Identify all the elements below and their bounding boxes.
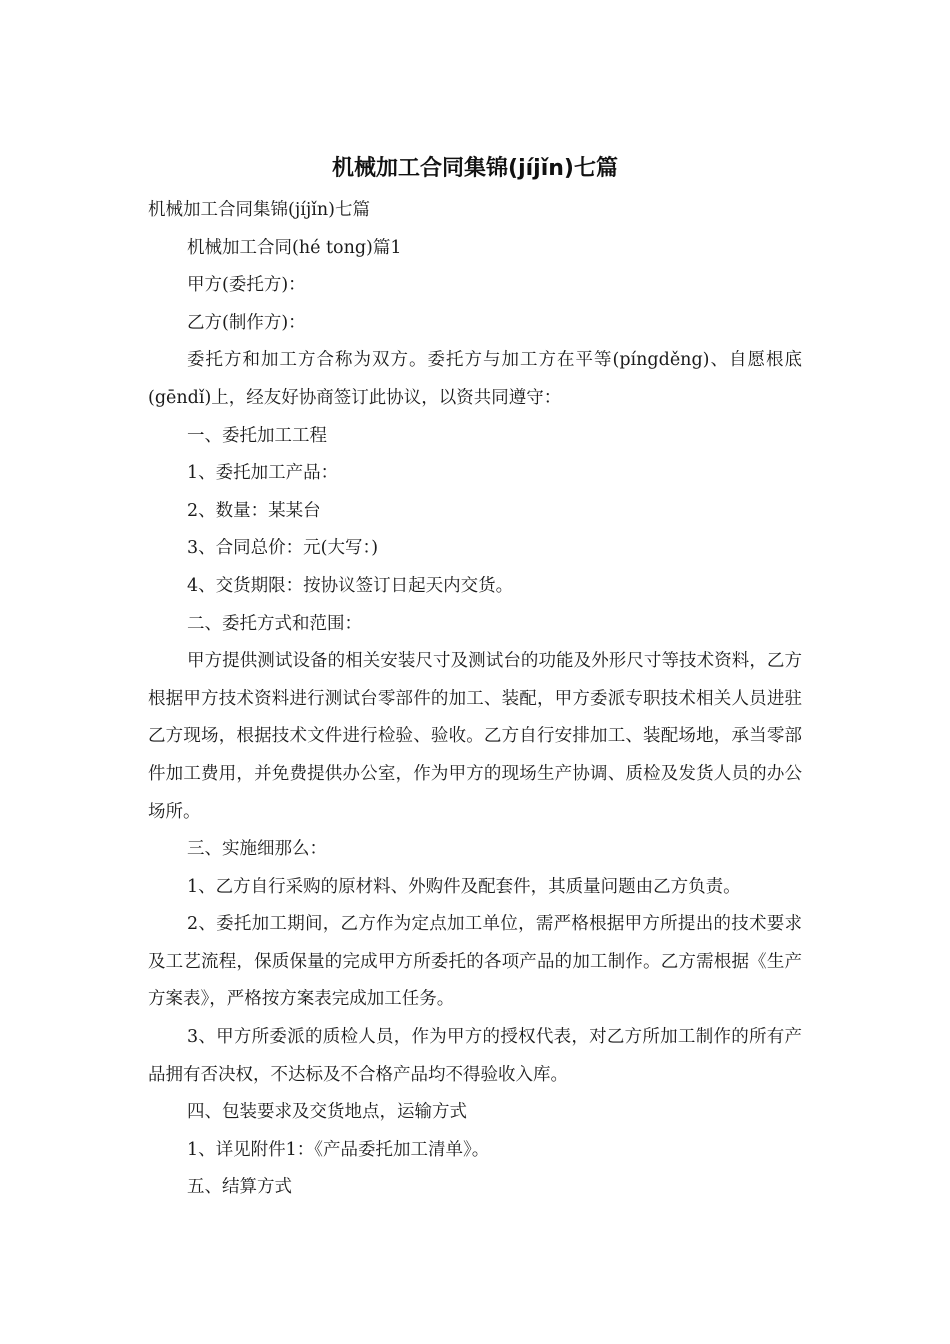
clause-item: 1、乙方自行采购的原材料、外购件及配套件，其质量问题由乙方负责。 [187, 876, 741, 897]
clause-item: 2、数量：某某台 [187, 500, 321, 521]
paragraph-party-a: 甲方(委托方)： [187, 275, 306, 296]
paragraph-preamble: 委托方和加工方合称为双方。委托方与加工方在平等(píngděng)、自愿根底(gēndǐ)上，经友好协商签订此协议，以资共同遵守： [148, 350, 802, 408]
paragraph-party-b: 乙方(制作方)： [187, 312, 306, 333]
clause-item: 1、委托加工产品： [187, 463, 339, 484]
clause-item: 3、合同总价：元(大写：) [187, 538, 379, 559]
paragraph-subtitle: 机械加工合同集锦(jíjǐn)七篇 [148, 200, 370, 220]
clause-item: 1、详见附件1：《产品委托加工清单》。 [187, 1139, 490, 1160]
section-heading-2: 二、委托方式和范围： [187, 613, 362, 634]
clause-item: 4、交货期限：按协议签订日起天内交货。 [187, 575, 514, 596]
paragraph-contract-heading: 机械加工合同(hé tong)篇1 [187, 237, 402, 258]
section-heading-3: 三、实施细那么： [187, 839, 327, 860]
section-heading-5: 五、结算方式 [187, 1177, 292, 1198]
clause-item: 2、委托加工期间，乙方作为定点加工单位，需严格根据甲方所提出的技术要求及工艺流程，保质保量的完成甲方所委托的各项产品的加工制作。乙方需根据《生产方案表》，严格按方案表完成加工任务。 [148, 914, 802, 1010]
document-body [148, 192, 802, 1207]
section-heading-4: 四、包装要求及交货地点，运输方式 [187, 1102, 467, 1123]
section-heading-1: 一、委托加工工程 [187, 425, 327, 446]
document-title: 机械加工合同集锦(jíjǐn)七篇 [332, 156, 618, 181]
paragraph-scope: 甲方提供测试设备的相关安装尺寸及测试台的功能及外形尺寸等技术资料，乙方根据甲方技术资料进行测试台零部件的加工、装配，甲方委派专职技术相关人员进驻乙方现场，根据技术文件进行检验、验收。乙方自行安排加工、装配场地，承当零部件加工费用，并免费提供办公室，作为甲方的现场生产协调、质检及发货人员的办公场所。 [148, 651, 802, 822]
clause-item: 3、甲方所委派的质检人员，作为甲方的授权代表，对乙方所加工制作的所有产品拥有否决权，不达标及不合格产品均不得验收入库。 [148, 1027, 802, 1085]
